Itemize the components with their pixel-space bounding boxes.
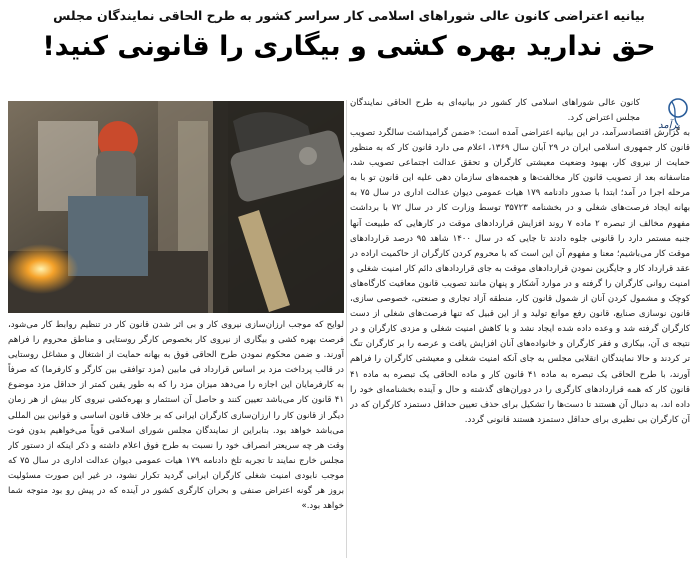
article-body-left — [8, 318, 344, 558]
lead-paragraph: کانون عالی شوراهای اسلامی کار کشور در بیانیه‌ای به طرح الحاقی نمایندگان مجلس اعتراض کرد. — [350, 98, 640, 124]
article-lead — [350, 96, 640, 126]
article-body-right — [350, 126, 690, 562]
body-paragraph-left: لوایح که موجب ارزان‌سازی نیروی کار و بی اثر شدن قانون کار در تنظیم روابط کار می‌شود، فرصت بهره کشی و بیگاری از نیروی کار بخصوص کارگر روستایی و مناطق محروم را فراهم آورند. و ضمن محکوم نمودن طرح الحاقی فوق به بهانه حمایت از اشتغال و مشاغل روستایی در قالب پرداخت مزد بر اساس قرارداد فی مابین (مزد توافقی بین کارگر و کارفرما) که صرفاً به کارفرمایان این اجازه را می‌دهد میزان مزد را که به طور یقین کمتر از حداقل مزد موضوع ۴۱ قانون کار می‌باشد تعیین کنند و حاصل آن استثمار و بهره‌کشی نیروی کار بیش از هر زمان دیگر از قانون کار را ارزان‌سازی کارگران ایرانی که بر خلاف قانون اساسی و قوانین بین المللی می‌باشد خواهد بود. بنابراین از نمایندگان مجلس شورای اسلامی قویاً می‌خواهیم بدون فوت وقت هر چه سریعتر انصراف خود را نسبت به طرح فوق اعلام داشته و ذکر اینکه از دستور کار مجلس خارج نمایند تا تجربه تلخ دادنامه ۱۷۹ هیات عمومی دیوان عدالت اداری در سال ۷۵ که موجب نابودی امنیت شغلی کارگران ایرانی گردید تکرار نشود، در غیر این صورت مسئولیت بروز هر گونه اعتراض صنفی و بحران کارگری کشور در آینده که در پیش رو بود متوجه شما خواهد بود.» — [8, 320, 344, 512]
article-photo — [8, 101, 344, 313]
article-kicker: بیانیه اعتراضی کانون عالی شوراهای اسلامی کار سراسر کشور به طرح الحاقی نمایندگان مجلس — [53, 8, 645, 23]
logo-text: برآمد — [658, 120, 680, 131]
article-headline: حق ندارید بهره کشی و بیگاری را قانونی کنید! — [42, 31, 656, 62]
body-paragraph-right: به گزارش اقتصادسرآمد، در این بیانیه اعتراضی آمده است: «ضمن گرامیداشت سالگرد تصویب قانون کار جمهوری اسلامی ایران در ۲۹ آبان سال ۱۳۶۹، اعلام می دارد قانون کار که به منظور حمایت از نیروی کار، بهبود وضعیت معیشتی کارگران و تحقق عدالت اجتماعی تصویب شد، متاسفانه بعد از تصویب قانون کار مخالفت‌ها و هجمه‌های سازمان دهی علیه این قانون تو با به مرحله اجرا در آمد؛ ابتدا با صدور دادنامه ۱۷۹ هیات عمومی دیوان عدالت اداری در سال ۷۵ به بهانه ایجاد فرصت‌های شغلی و در بخشنامه ۳۵۷۲۳ توسط وزارت کار در سال ۷۲ با برداشت مفهوم مخالف از تبصره ۲ ماده ۷ روند افزایش قراردادهای موقت در کارهایی که طبیعت آنها جنبه مستمر دارد را قانونی جلوه دادند تا جایی که در سال ۱۴۰۰ شاهد ۹۵ درصد قراردادهای موقت کار می‌باشیم؛ معنا و مفهوم آن این است که با محروم کردن کارگران از حاکمیت اراده در عقد قرارداد کار و جایگزین نمودن قراردادهای موقت به جای قراردادهای دائم کار امنیت شغلی و امنیت روانی کارگران را گرفته و در موارد آشکار و پنهان مانند تصویب قانون معافیت کارگاه‌های کوچک و مشمول کردن آنان از شمول قانون کار، منطقه آزاد تجاری و صنعتی، خصوصی سازی، قانون نوسازی صنایع، قانون رفع موانع تولید و از این قبیل که تنها فرصت‌های شغلی از دست کارگران گرفته شد و وعده داده شده ایجاد نشد و با کاهش امنیت شغلی و مزدی کارگران و در نتیجه ی آن، بیکاری و فقر کارگران و خانواده‌های آنان افزایش یافت و عرصه را بر کارگران تنگ تر کردند و حالا نمایندگان انقلابی مجلس به جای آنکه امنیت شغلی و معیشتی کارگران را فراهم آورند، با طرح الحاقی یک تبصره به ماده ۴۱ قانون کار و ماده الحاقی یک تبصره به ماده ۴۱ قانون کار که همه قراردادهای کارگری را در دوران‌های گذشته و حال و آینده بخشنامه‌ای خود را داده اند، به دنبال آن هستند تا دست‌ها را تشکیل برای حذف تعیین حداقل دستمزد کارگران که در آن کارگران بی نظیری برای حداقل دستمزد هستند قانونی گردد. — [350, 128, 690, 425]
column-divider — [346, 100, 347, 558]
